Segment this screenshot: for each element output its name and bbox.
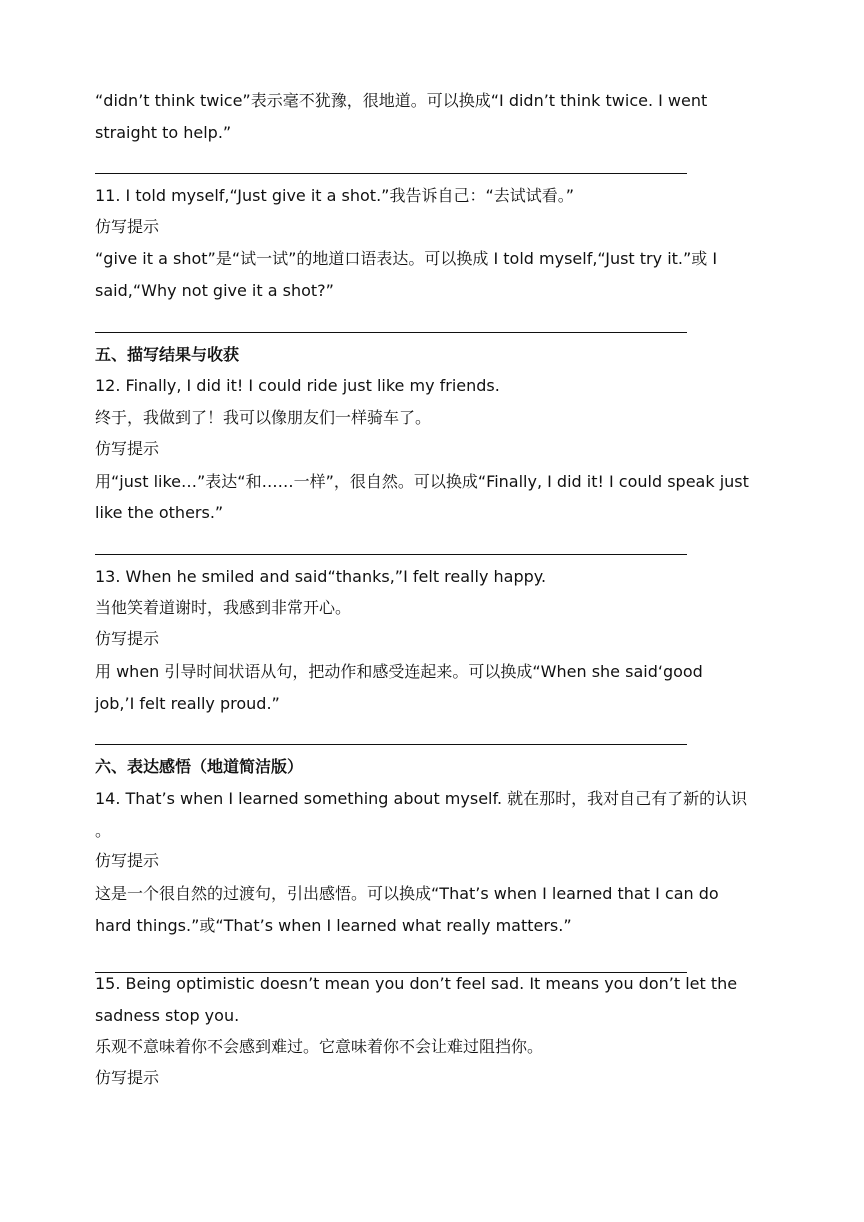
entry15-sentence-line2: sadness stop you. [95,1006,240,1025]
entry12-translation: 终于，我做到了！我可以像朋友们一样骑车了。 [95,408,432,427]
entry13-sentence: 13. When he smiled and said“thanks,”I felt really happy. [95,567,547,586]
entry13-translation: 当他笑着道谢时，我感到非常开心。 [95,598,352,617]
entry11-hint-label: 仿写提示 [95,217,160,236]
entry11-sentence: 11. I told myself,“Just give it a shot.”我告诉自己：“去试试看。” [95,186,575,205]
section6-title: 六、表达感悟（地道简洁版） [95,757,304,776]
entry15-sentence-line1: 15. Being optimistic doesn’t mean you don’t feel sad. It means you don’t let the [95,974,738,993]
entry10-hint-line2: straight to help.” [95,123,232,142]
entry12-hint-line2: like the others.” [95,503,224,522]
entry14-hint-line1: 这是一个很自然的过渡句，引出感悟。可以换成“That’s when I learned that I can do [95,884,719,903]
entry14-hint-label: 仿写提示 [95,851,160,870]
entry11-hint-line1: “give it a shot”是“试一试”的地道口语表达。可以换成 I told myself,“Just try it.”或 I [95,249,718,268]
entry12-sentence: 12. Finally, I did it! I could ride just like my friends. [95,376,500,395]
entry14-sentence-line2: 。 [95,821,112,840]
divider [95,173,687,174]
entry12-hint-label: 仿写提示 [95,439,160,458]
entry13-hint-line1: 用 when 引导时间状语从句，把动作和感受连起来。可以换成“When she said‘good [95,662,703,681]
divider [95,332,687,333]
entry14-hint-line2: hard things.”或“That’s when I learned what really matters.” [95,916,572,935]
entry13-hint-label: 仿写提示 [95,629,160,648]
entry15-translation: 乐观不意味着你不会感到难过。它意味着你不会让难过阻挡你。 [95,1037,544,1056]
divider [95,554,687,555]
entry13-hint-line2: job,’I felt really proud.” [95,694,280,713]
entry14-sentence-line1: 14. That’s when I learned something about myself. 就在那时，我对自己有了新的认识 [95,789,748,808]
entry15-hint-label: 仿写提示 [95,1068,160,1087]
entry10-hint-line1: “didn’t think twice”表示毫不犹豫，很地道。可以换成“I didn’t think twice. I went [95,91,708,110]
section5-title: 五、描写结果与收获 [95,345,240,364]
entry11-hint-line2: said,“Why not give it a shot?” [95,281,334,300]
entry12-hint-line1: 用“just like…”表达“和……一样”，很自然。可以换成“Finally, I did it! I could speak just [95,472,749,491]
divider [95,744,687,745]
